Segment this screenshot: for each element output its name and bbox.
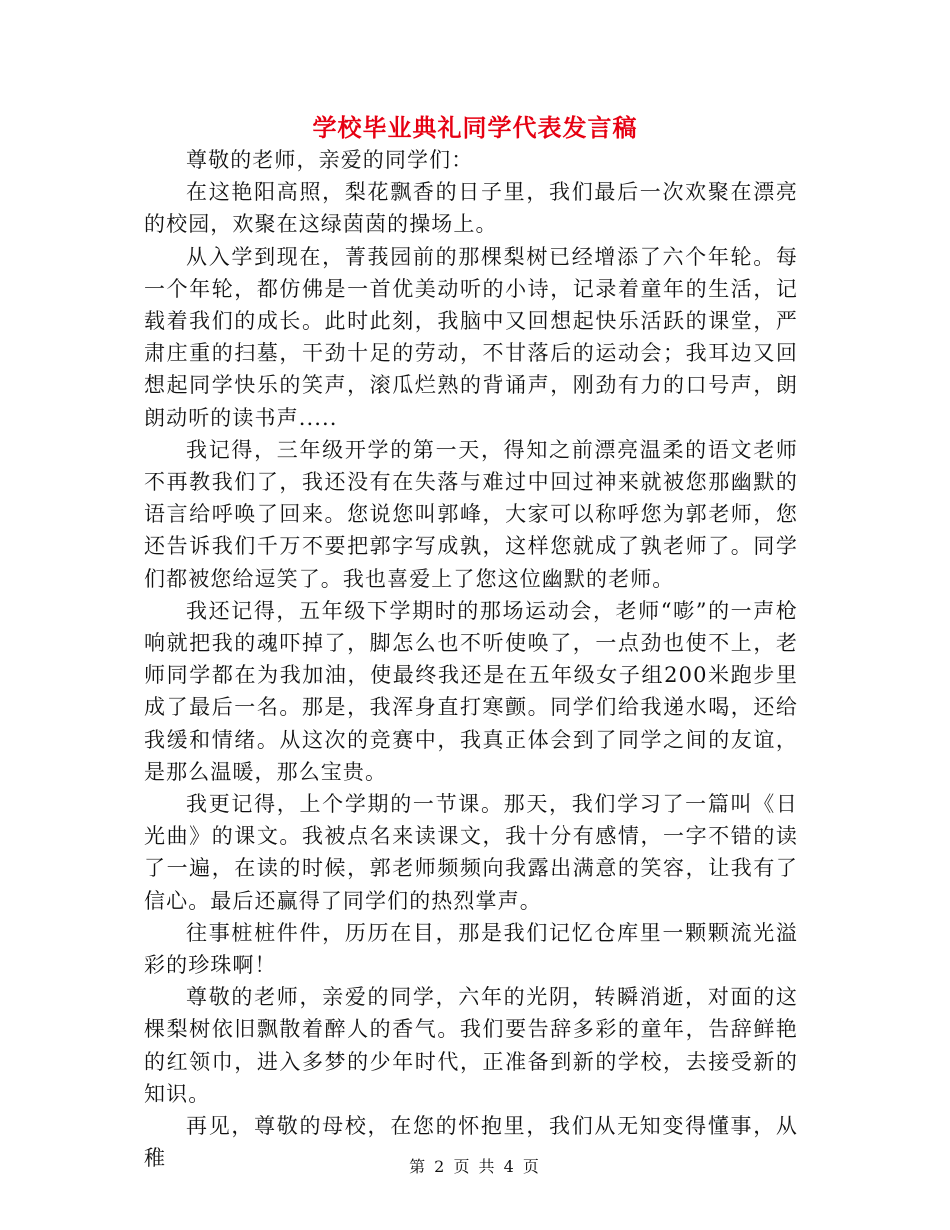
paragraph: 从入学到现在，菁莪园前的那棵梨树已经增添了六个年轮。每一个年轮，都仿佛是一首优美动听的小诗，记录着童年的生活，记载着我们的成长。此时此刻，我脑中又回想起快乐活跃的课堂，严肃庄重的扫墓，干劲十足的劳动，不甘落后的运动会；我耳边又回想起同学快乐的笑声，滚瓜烂熟的背诵声，刚劲有力的口号声，朗朗动听的读书声.....	[144, 244, 798, 430]
paragraph: 我更记得，上个学期的一节课。那天，我们学习了一篇叫《日光曲》的课文。我被点名来读课文，我十分有感情，一字不错的读了一遍，在读的时候，郭老师频频向我露出满意的笑容，让我有了信心。最后还赢得了同学们的热烈掌声。	[144, 792, 798, 913]
paragraph: 我还记得，五年级下学期时的那场运动会，老师“嘭”的一声枪响就把我的魂吓掉了，脚怎么也不听使唤了，一点劲也使不上，老师同学都在为我加油，使最终我还是在五年级女子组200米跑步里成了最后一名。那是，我浑身直打寒颤。同学们给我递水喝，还给我缓和情绪。从这次的竞赛中，我真正体会到了同学之间的友谊，是那么温暖，那么宝贵。	[144, 598, 798, 784]
paragraph-salutation: 尊敬的老师，亲爱的同学们：	[186, 148, 474, 172]
document-title: 学校毕业典礼同学代表发言稿	[312, 113, 638, 142]
paragraph: 尊敬的老师，亲爱的同学，六年的光阴，转瞬消逝，对面的这棵梨树依旧飘散着醉人的香气。我们要告辞多彩的童年，告辞鲜艳的红领巾，进入多梦的少年时代，正准备到新的学校，去接受新的知识。	[144, 985, 798, 1106]
paragraph: 再见，尊敬的母校，在您的怀抱里，我们从无知变得懂事，从稚	[144, 1114, 798, 1171]
paragraph: 在这艳阳高照，梨花飘香的日子里，我们最后一次欢聚在漂亮的校园，欢聚在这绿茵茵的操场上。	[144, 180, 798, 237]
document-body	[144, 144, 798, 1175]
paragraph: 我记得，三年级开学的第一天，得知之前漂亮温柔的语文老师不再教我们了，我还没有在失落与难过中回过神来就被您那幽默的语言给呼唤了回来。您说您叫郭峰，大家可以称呼您为郭老师，您还告诉我们千万不要把郭字写成孰，这样您就成了孰老师了。同学们都被您给逗笑了。我也喜爱上了您这位幽默的老师。	[144, 437, 798, 591]
paragraph: 往事桩桩件件，历历在目，那是我们记忆仓库里一颗颗流光溢彩的珍珠啊！	[144, 920, 798, 978]
page-number-footer: 第 2 页 共 4 页	[409, 1157, 541, 1176]
